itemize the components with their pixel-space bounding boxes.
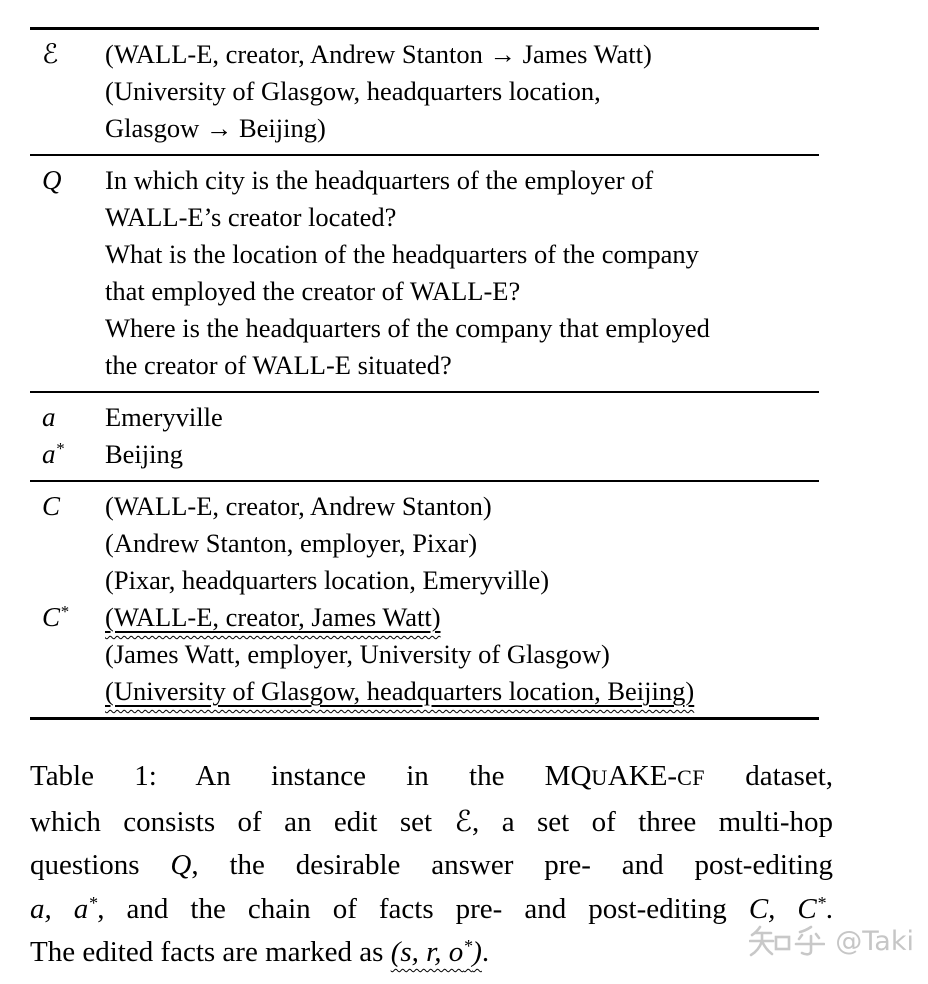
chain-pre-cell xyxy=(105,488,819,599)
caption-line: questions Q, the desirable answer pre- and post-editing xyxy=(30,849,833,881)
section-edit-set xyxy=(30,30,819,154)
row-label-edit-set xyxy=(30,36,105,73)
script-c-symbol: C, C xyxy=(748,892,817,925)
chain-post-cell xyxy=(105,599,819,710)
table-caption xyxy=(30,755,833,975)
zhihu-logo-icon xyxy=(749,924,825,958)
edited-fact-line: (WALL-E, creator, James Watt) xyxy=(105,602,441,632)
fact-line: (WALL-E, creator, Andrew Stanton) xyxy=(105,491,492,521)
table-bottom-rule xyxy=(30,717,819,720)
question-line: In which city is the headquarters of the employer of xyxy=(105,165,654,195)
script-q-symbol: Q xyxy=(42,165,62,195)
section-answers xyxy=(30,393,819,480)
script-q-symbol: Q xyxy=(170,849,192,881)
answer-line: Beijing xyxy=(105,439,184,469)
section-chains xyxy=(30,482,819,717)
question-line: that employed the creator of WALL-E? xyxy=(105,276,521,306)
caption-line: The edited facts are marked as (s, r, o*). xyxy=(30,936,490,968)
caption-line: which consists of an edit set ℰ, a set of three multi-hop xyxy=(30,803,833,838)
italic-a-star-symbol: a xyxy=(42,439,56,469)
row-label-answer-post: a* xyxy=(42,439,64,469)
smallcaps-cf: CF xyxy=(677,765,706,790)
fact-line: (Andrew Stanton, employer, Pixar) xyxy=(105,528,478,558)
script-c-symbol: C xyxy=(42,491,61,521)
table-row xyxy=(30,36,819,147)
question-line: the creator of WALL-E situated? xyxy=(105,350,452,380)
question-line: WALL-E’s creator located? xyxy=(105,202,397,232)
question-line: Where is the headquarters of the company that employed xyxy=(105,313,710,343)
section-questions xyxy=(30,156,819,391)
fact-line: (WALL-E, creator, Andrew Stanton → James Watt) xyxy=(105,39,652,69)
fact-line: Glasgow → Beijing) xyxy=(105,113,326,143)
table-row xyxy=(30,399,819,436)
question-line: What is the location of the headquarters of the company xyxy=(105,239,699,269)
edit-set-cell xyxy=(105,36,819,147)
fact-line: (James Watt, employer, University of Glasgow) xyxy=(105,639,610,669)
edited-fact-line: (University of Glasgow, headquarters location, Beijing) xyxy=(105,676,695,706)
watermark-handle: @Taki xyxy=(835,925,914,957)
script-c-star-symbol: C xyxy=(42,602,61,632)
fact-line: (University of Glasgow, headquarters location, xyxy=(105,76,601,106)
answer-post-cell xyxy=(105,436,819,473)
questions-cell xyxy=(105,162,819,384)
row-label-answer-pre xyxy=(30,399,105,436)
table-row xyxy=(30,162,819,384)
fact-line: (Pixar, headquarters location, Emeryville) xyxy=(105,565,550,595)
script-e-symbol: ℰ xyxy=(42,39,59,70)
mquake-instance-table xyxy=(30,27,819,720)
caption-line: Table 1: An instance in the MQUAKE-CF dataset, xyxy=(30,760,834,792)
row-label-chain-pre xyxy=(30,488,105,525)
answer-line: Emeryville xyxy=(105,402,223,432)
answer-pre-cell xyxy=(105,399,819,436)
script-e-symbol: ℰ xyxy=(454,803,473,838)
italic-a-symbol: a xyxy=(42,402,56,432)
watermark xyxy=(749,924,914,958)
table-row xyxy=(30,436,819,473)
smallcaps-u: U xyxy=(591,765,608,790)
row-label-questions xyxy=(30,162,105,199)
caption-line: a, a*, and the chain of facts pre- and post-editing C, C*. xyxy=(30,892,834,925)
row-label-chain-post: C* xyxy=(42,602,69,632)
table-row xyxy=(30,488,819,599)
edited-fact-notation: (s, r, o*) xyxy=(390,936,482,968)
table-row xyxy=(30,599,819,710)
